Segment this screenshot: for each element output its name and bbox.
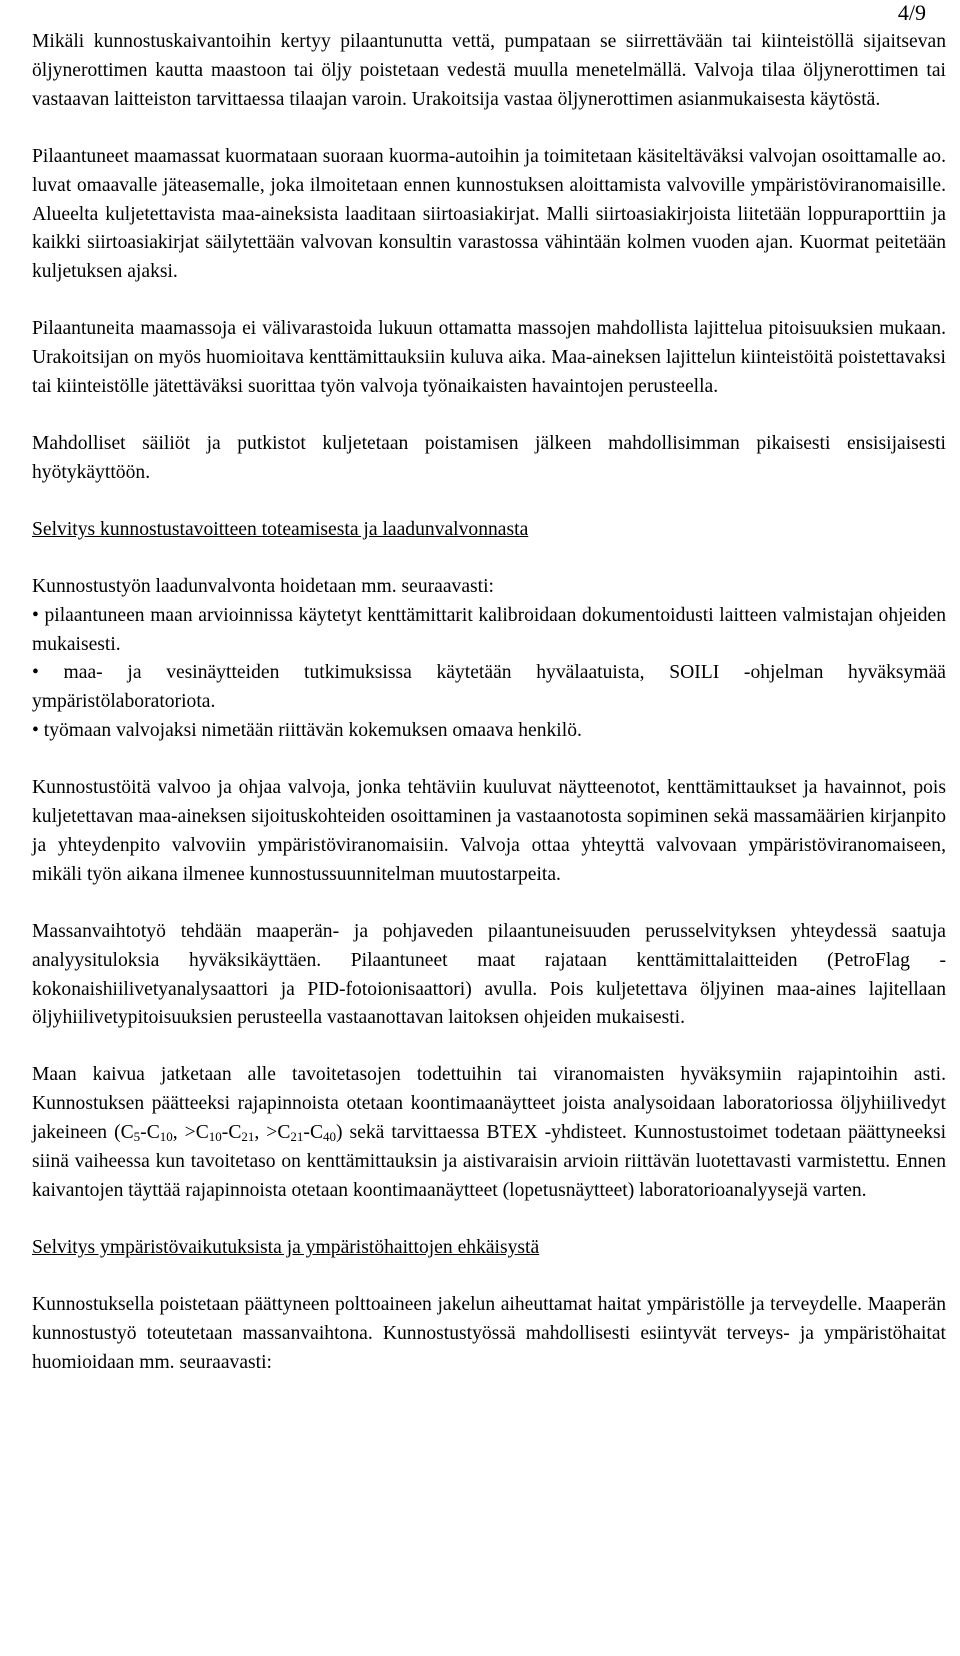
text-run: -C xyxy=(140,1122,160,1144)
page-number: 4/9 xyxy=(897,0,926,25)
paragraph-sorting: Pilaantuneita maamassoja ei välivarastoida lukuun ottamatta massojen mahdollista lajittelua pitoisuuksien mukaan. Urakoitsijan on myös huomioitava kenttämittauksiin kuluva aika. Maa-aineksen lajittelun kiinteistöitä poistettavaksi tai kiinteistölle jätettäväksi suorittaa työn valvoja työnaikaisten havaintojen perusteella. xyxy=(32,318,946,398)
subscript: 10 xyxy=(208,1129,222,1145)
list-item: • pilaantuneen maan arvioinnissa käytetyt kenttämittarit kalibroidaan dokumentoidusti laitteen valmistajan ohjeiden mukaisesti. xyxy=(32,604,946,655)
section-heading-environment: Selvitys ympäristövaikutuksista ja ympäristöhaittojen ehkäisystä xyxy=(32,1236,540,1258)
list-item: • maa- ja vesinäytteiden tutkimuksissa käytetään hyvälaatuista, SOILI -ohjelman hyväksymää ympäristölaboratoriota. xyxy=(32,662,946,713)
paragraph-excavation-limits xyxy=(32,1061,946,1206)
quality-intro: Kunnostustyön laadunvalvonta hoidetaan mm. seuraavasti: xyxy=(32,575,494,597)
text-run: ) sekä tarvittaessa BTEX -yhdisteet. Kunnostustoimet todetaan päättyneeksi siinä vaiheessa kun tavoitetaso on kenttämittauksin ja aistivaraisin arvioin riittävän luotettavasti varmistettu. Ennen kaivantojen täyttää rajapinnoista otetaan koontimaanäytteet (lopetusnäytteet) laboratorioanalyysejä varten. xyxy=(32,1122,947,1201)
paragraph-mass-exchange: Massanvaihtotyö tehdään maaperän- ja pohjaveden pilaantuneisuuden perusselvityksen yhteydessä saatuja analyysituloksia hyväksikäyttäen. Pilaantuneet maat rajataan kenttämittalaitteiden (PetroFlag -kokonaishiilivetyanalysaattori ja PID-fotoionisaattori) avulla. Pois kuljetettava öljyinen maa-aines lajitellaan öljyhiilivetypitoisuuksien perusteella vastaanottavan laitoksen ohjeiden mukaisesti. xyxy=(32,920,946,1029)
list-item: • työmaan valvojaksi nimetään riittävän kokemuksen omaava henkilö. xyxy=(32,720,582,742)
text-run: -C xyxy=(303,1122,324,1144)
paragraph-environment: Kunnostuksella poistetaan päättyneen polttoaineen jakelun aiheuttamat haitat ympäristölle ja terveydelle. Maaperän kunnostustyö toteutetaan massanvaihtona. Kunnostustyössä mahdollisesti esiintyvät terveys- ja ympäristöhaitat huomioidaan mm. seuraavasti: xyxy=(32,1293,946,1373)
paragraph-oil-water: Mikäli kunnostuskaivantoihin kertyy pilaantunutta vettä, pumpataan se siirrettävään tai kiinteistöllä sijaitsevan öljynerottimen kautta maastoon tai öljy poistetaan vedestä muulla menetelmällä. Valvoja tilaa öljynerottimen tai vastaavan laitteiston tarvittaessa tilaajan varoin. Urakoitsija vastaa öljynerottimen asianmukaisesta käytöstä. xyxy=(32,31,946,110)
subscript: 21 xyxy=(241,1129,255,1145)
text-run: , >C xyxy=(172,1122,209,1144)
text-run: , >C xyxy=(254,1122,291,1144)
text-run: Maan kaivua jatketaan alle tavoitetasojen todettuihin tai viranomaisten hyväksymiin rajapintoihin asti. Kunnostuksen päätteeksi rajapinnoista otetaan koontimaanäytteet joista analysoidaan laboratoriossa öljyhiilivedyt jakeineen (C xyxy=(32,1064,946,1144)
quality-bullet-list xyxy=(32,602,946,747)
text-run: -C xyxy=(221,1122,242,1144)
subscript: 5 xyxy=(133,1129,141,1145)
subscript: 10 xyxy=(159,1129,173,1145)
subscript: 21 xyxy=(290,1129,304,1145)
section-heading-quality: Selvitys kunnostustavoitteen toteamisesta ja laadunvalvonnasta xyxy=(32,518,529,540)
paragraph-tanks-pipes: Mahdolliset säiliöt ja putkistot kuljetetaan poistamisen jälkeen mahdollisimman pikaisesti ensisijaisesti hyötykäyttöön. xyxy=(32,432,946,483)
document-body xyxy=(32,28,946,1406)
paragraph-soil-transport: Pilaantuneet maamassat kuormataan suoraan kuorma-autoihin ja toimitetaan käsiteltäväksi valvojan osoittamalle ao. luvat omaavalle jäteasemalle, joka ilmoitetaan ennen kunnostuksen aloittamista valvoville ympäristöviranomaisille. Alueelta kuljetettavista maa-aineksista laaditaan siirtoasiakirjat. Malli siirtoasiakirjoista liitetään loppuraporttiin ja kaikki siirtoasiakirjat säilytettään valvovan konsultin varastossa vähintään kolmen vuoden ajan. Kuormat peitetään kuljetuksen ajaksi. xyxy=(32,145,946,283)
subscript: 40 xyxy=(323,1129,337,1145)
paragraph-supervisor: Kunnostustöitä valvoo ja ohjaa valvoja, jonka tehtäviin kuuluvat näytteenotot, kenttämittaukset ja havainnot, pois kuljetettavan maa-aineksen sijoituskohteiden osoittaminen ja vastaanotosta sopiminen sekä massamäärien kirjanpito ja yhteydenpito valvoviin ympäristöviranomaisiin. Valvoja ottaa yhteyttä valvovaan ympäristöviranomaiseen, mikäli työn aikana ilmenee kunnostussuunnitelman muutostarpeita. xyxy=(32,777,946,885)
